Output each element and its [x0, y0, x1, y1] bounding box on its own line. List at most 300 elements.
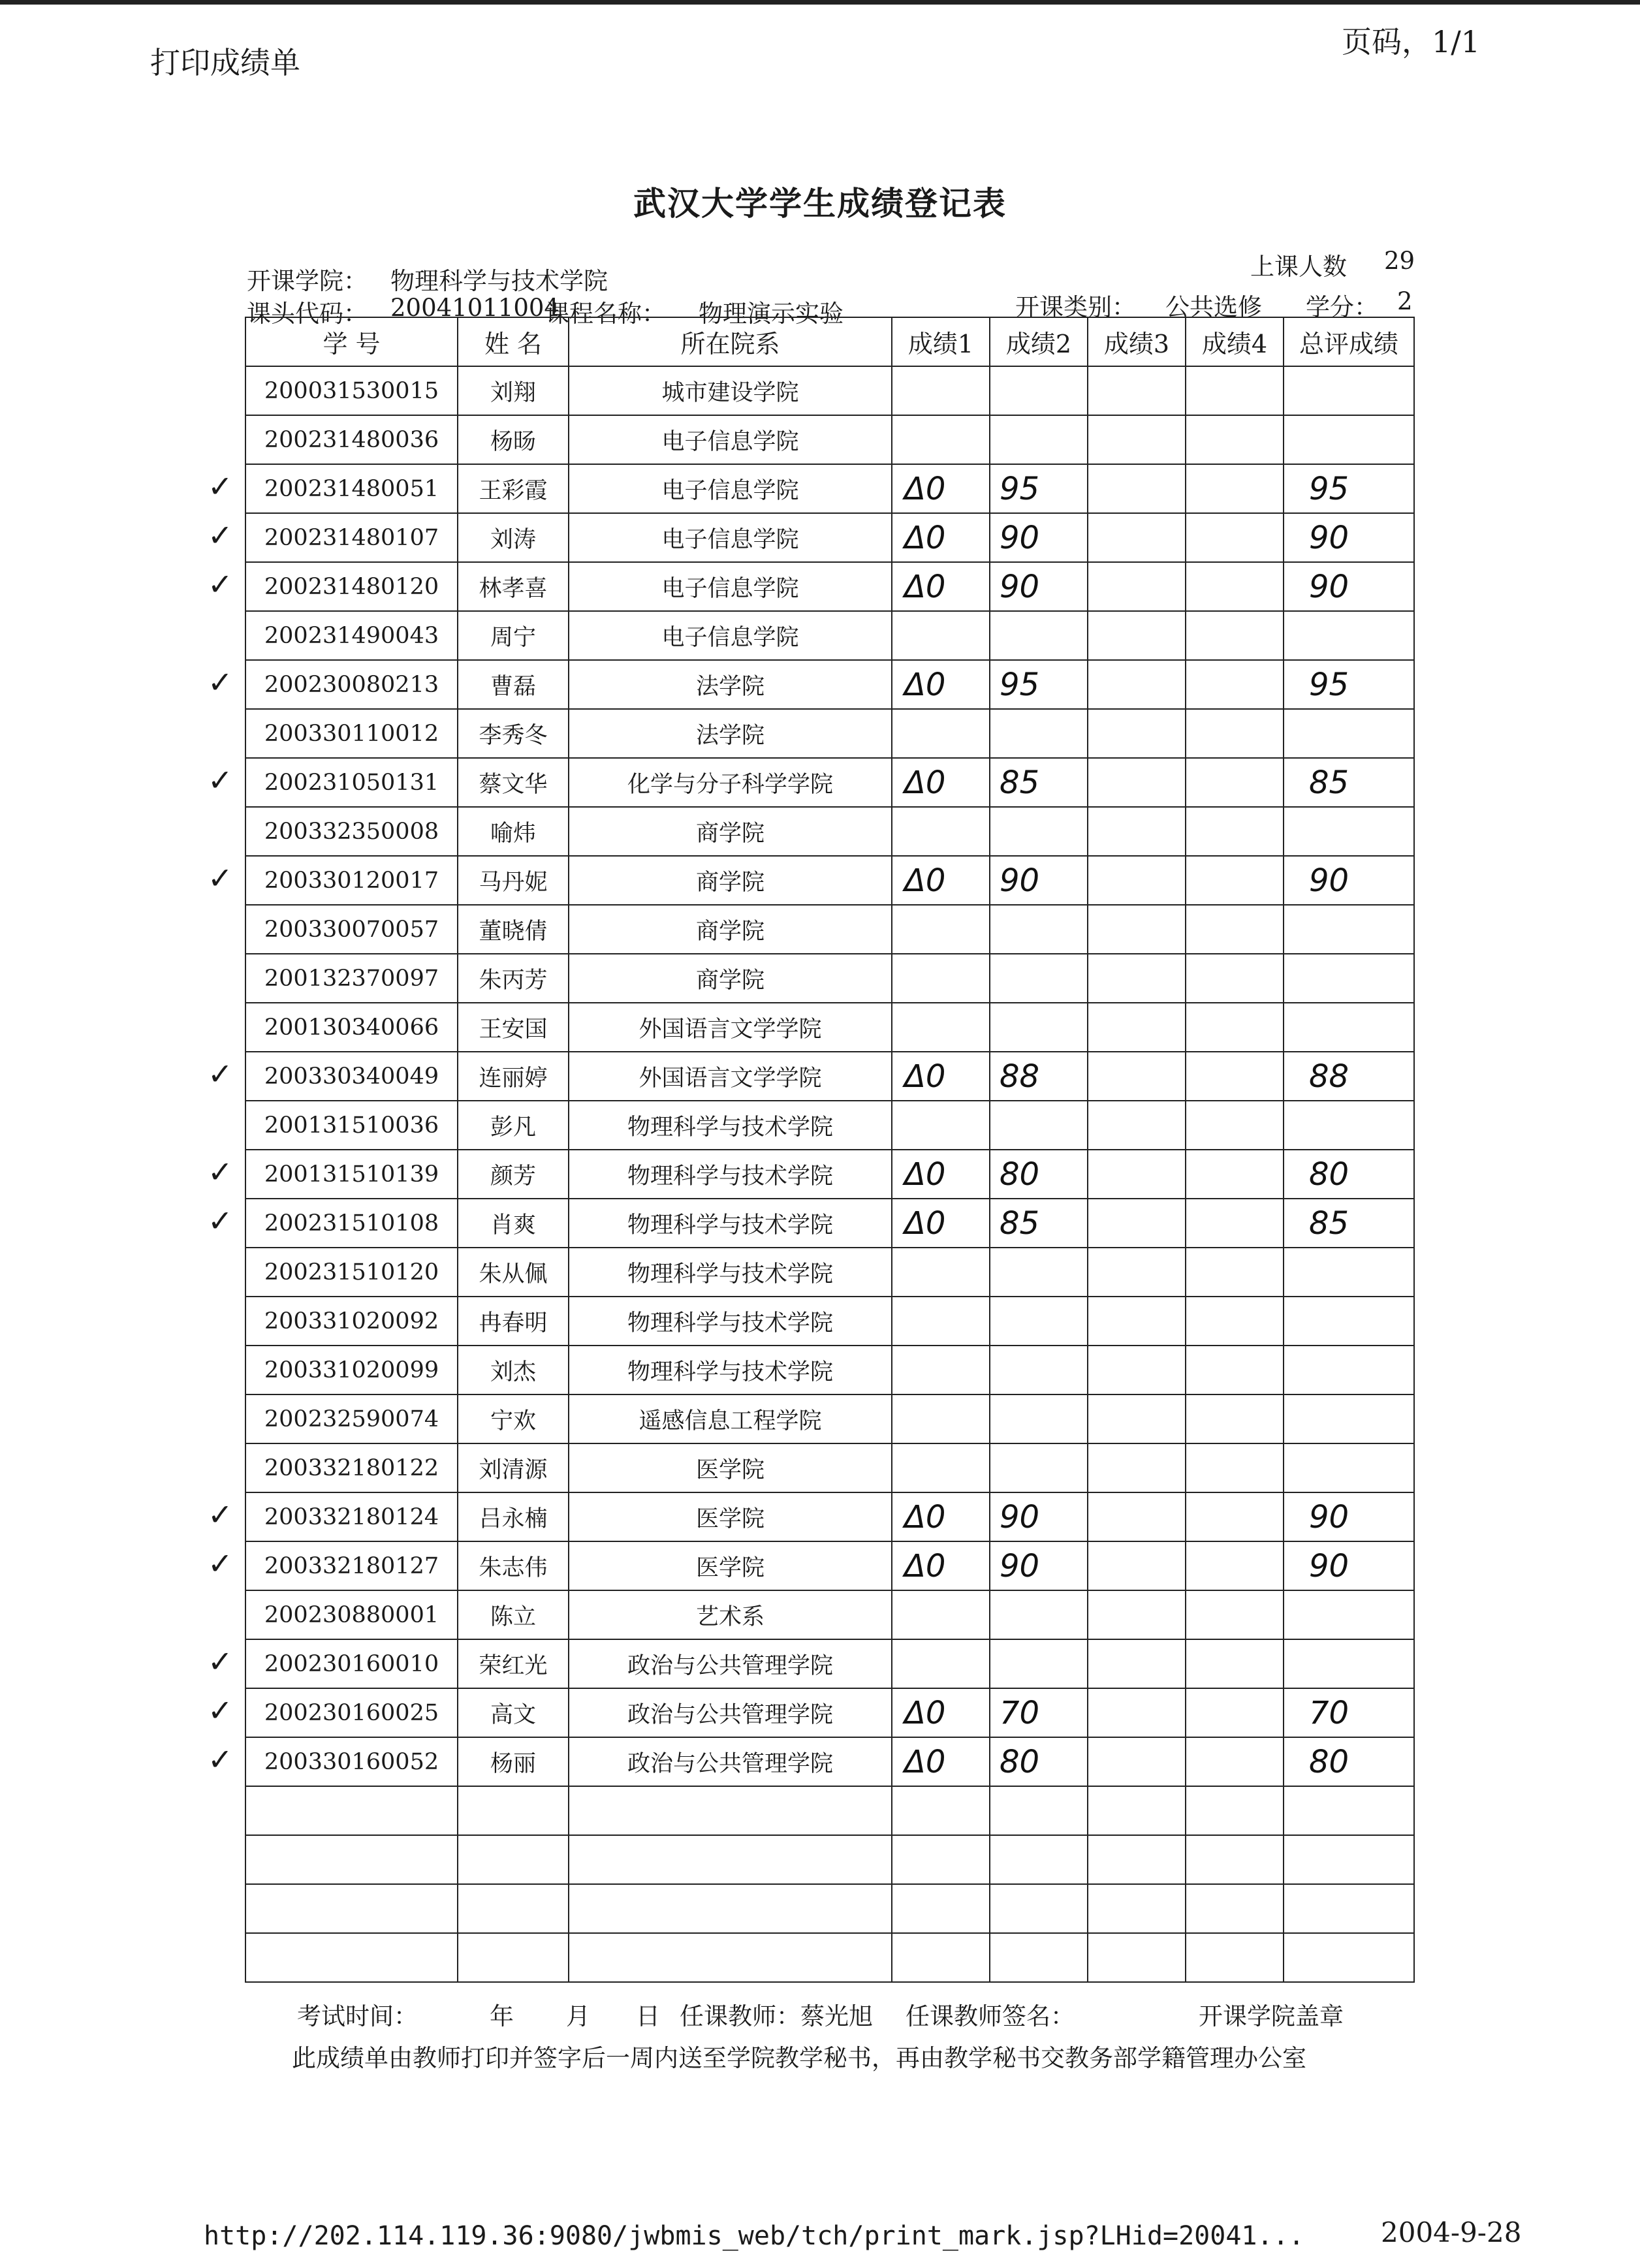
grade4-cell [1186, 415, 1284, 464]
student-name-cell: 周宁 [458, 611, 569, 660]
grade3-cell [1088, 464, 1186, 513]
empty-cell [458, 1884, 569, 1933]
grade2-cell: 90 [990, 513, 1088, 562]
student-id-cell: 200330110012 [245, 709, 458, 758]
student-name-cell: 马丹妮 [458, 856, 569, 905]
empty-cell [892, 1786, 990, 1835]
student-id-cell: 200330160052 [245, 1737, 458, 1786]
total-grade-cell: 85 [1284, 1199, 1414, 1248]
course-code-value: 20041011004 [390, 294, 560, 322]
student-id-cell: 200331020092 [245, 1297, 458, 1346]
grade4-cell [1186, 709, 1284, 758]
grade3-cell [1088, 856, 1186, 905]
grade3-cell [1088, 562, 1186, 611]
empty-cell [569, 1835, 892, 1884]
department-cell: 电子信息学院 [569, 513, 892, 562]
table-row [245, 758, 1414, 807]
student-name-cell: 宁欢 [458, 1394, 569, 1443]
student-id-cell: 200231050131 [245, 758, 458, 807]
total-grade-cell [1284, 1248, 1414, 1297]
student-id-cell: 200330120017 [245, 856, 458, 905]
department-cell: 医学院 [569, 1541, 892, 1590]
total-grade-cell [1284, 905, 1414, 954]
grade2-cell [990, 1590, 1088, 1639]
table-row [245, 1150, 1414, 1199]
student-name-cell: 冉春明 [458, 1297, 569, 1346]
grade1-cell: Δ0 [892, 1052, 990, 1101]
department-cell: 物理科学与技术学院 [569, 1346, 892, 1394]
column-header: 成绩1 [892, 317, 990, 366]
grade1-cell: Δ0 [892, 464, 990, 513]
checkmark-icon: ✓ [208, 763, 233, 798]
student-name-cell: 曹磊 [458, 660, 569, 709]
grade1-cell [892, 1003, 990, 1052]
grade3-cell [1088, 1688, 1186, 1737]
table-row [245, 1199, 1414, 1248]
total-grade-cell [1284, 366, 1414, 415]
student-name-cell: 刘杰 [458, 1346, 569, 1394]
empty-row [245, 1786, 1414, 1835]
grade2-cell [990, 415, 1088, 464]
empty-cell [1284, 1786, 1414, 1835]
grade4-cell [1186, 513, 1284, 562]
grade2-cell: 70 [990, 1688, 1088, 1737]
grade4-cell [1186, 1248, 1284, 1297]
grade4-cell [1186, 660, 1284, 709]
department-cell: 电子信息学院 [569, 415, 892, 464]
total-grade-cell [1284, 1101, 1414, 1150]
grade3-cell [1088, 415, 1186, 464]
student-id-cell: 200230080213 [245, 660, 458, 709]
grade3-cell [1088, 366, 1186, 415]
student-id-cell: 200132370097 [245, 954, 458, 1003]
grade1-cell [892, 1639, 990, 1688]
student-id-cell: 200332180122 [245, 1443, 458, 1492]
grade4-cell [1186, 1394, 1284, 1443]
student-id-cell: 200332350008 [245, 807, 458, 856]
department-cell: 政治与公共管理学院 [569, 1639, 892, 1688]
grade2-cell: 85 [990, 1199, 1088, 1248]
empty-cell [892, 1933, 990, 1982]
grade1-cell [892, 366, 990, 415]
table-row [245, 1541, 1414, 1590]
empty-cell [892, 1884, 990, 1933]
course-type-value: 公共选修 [1165, 293, 1262, 321]
grade3-cell [1088, 1297, 1186, 1346]
empty-cell [990, 1933, 1088, 1982]
grade2-cell: 80 [990, 1150, 1088, 1199]
table-row [245, 660, 1414, 709]
teacher-name: 蔡光旭 [800, 2002, 873, 2030]
student-id-cell: 200231480036 [245, 415, 458, 464]
grade2-cell: 90 [990, 856, 1088, 905]
grade2-cell [990, 1394, 1088, 1443]
total-grade-cell [1284, 954, 1414, 1003]
column-header: 姓 名 [458, 317, 569, 366]
department-cell: 政治与公共管理学院 [569, 1688, 892, 1737]
grades-table [245, 317, 1415, 1983]
student-id-cell: 200331020099 [245, 1346, 458, 1394]
credit-value: 2 [1397, 287, 1413, 315]
grade1-cell [892, 905, 990, 954]
grade3-cell [1088, 1199, 1186, 1248]
grade3-cell [1088, 1590, 1186, 1639]
grade3-cell [1088, 611, 1186, 660]
grade2-cell: 90 [990, 562, 1088, 611]
grade4-cell [1186, 1052, 1284, 1101]
empty-cell [1186, 1933, 1284, 1982]
checkmark-icon: ✓ [208, 1056, 233, 1092]
checkmark-icon: ✓ [208, 860, 233, 896]
grade4-cell [1186, 611, 1284, 660]
grade2-cell: 88 [990, 1052, 1088, 1101]
course-name-value: 物理演示实验 [699, 300, 844, 328]
student-name-cell: 高文 [458, 1688, 569, 1737]
grade1-cell [892, 1443, 990, 1492]
student-id-cell: 200230880001 [245, 1590, 458, 1639]
department-cell: 化学与分子科学学院 [569, 758, 892, 807]
grade4-cell [1186, 1688, 1284, 1737]
table-row [245, 709, 1414, 758]
department-cell: 物理科学与技术学院 [569, 1297, 892, 1346]
department-cell: 医学院 [569, 1443, 892, 1492]
total-grade-cell [1284, 611, 1414, 660]
grade2-cell [990, 1346, 1088, 1394]
empty-cell [990, 1786, 1088, 1835]
student-id-cell: 200131510139 [245, 1150, 458, 1199]
credit-label: 学分： [1306, 293, 1378, 321]
grade2-cell [990, 1297, 1088, 1346]
empty-cell [245, 1786, 458, 1835]
table-row [245, 1052, 1414, 1101]
student-id-cell: 200332180124 [245, 1492, 458, 1541]
department-cell: 医学院 [569, 1492, 892, 1541]
student-id-cell: 200230160010 [245, 1639, 458, 1688]
month-label: 月 [566, 2002, 590, 2030]
table-row [245, 1737, 1414, 1786]
grade3-cell [1088, 954, 1186, 1003]
total-grade-cell: 88 [1284, 1052, 1414, 1101]
grade3-cell [1088, 1541, 1186, 1590]
department-cell: 商学院 [569, 856, 892, 905]
grade3-cell [1088, 905, 1186, 954]
department-cell: 物理科学与技术学院 [569, 1150, 892, 1199]
empty-row [245, 1884, 1414, 1933]
grade2-cell [990, 1003, 1088, 1052]
grade4-cell [1186, 1737, 1284, 1786]
college-seal-label: 开课学院盖章 [1199, 2002, 1344, 2030]
grade4-cell [1186, 905, 1284, 954]
department-cell: 艺术系 [569, 1590, 892, 1639]
grade4-cell [1186, 1541, 1284, 1590]
grade3-cell [1088, 660, 1186, 709]
table-body [245, 366, 1414, 1982]
table-row [245, 1443, 1414, 1492]
grade1-cell: Δ0 [892, 1688, 990, 1737]
empty-cell [990, 1884, 1088, 1933]
department-cell: 商学院 [569, 905, 892, 954]
student-name-cell: 颜芳 [458, 1150, 569, 1199]
grade1-cell [892, 1394, 990, 1443]
grade1-cell [892, 709, 990, 758]
checkmark-icon: ✓ [208, 1546, 233, 1581]
page-number: 页码，1/1 [1342, 24, 1481, 59]
page-url: http://202.114.119.36:9080/jwbmis_web/tch/print_mark.jsp?LHid=20041... [204, 2221, 1304, 2251]
total-grade-cell: 80 [1284, 1150, 1414, 1199]
table-row [245, 1248, 1414, 1297]
grade2-cell [990, 954, 1088, 1003]
table-row [245, 464, 1414, 513]
grade4-cell [1186, 856, 1284, 905]
college-value: 物理科学与技术学院 [390, 267, 608, 295]
table-row [245, 1492, 1414, 1541]
student-name-cell: 朱从佩 [458, 1248, 569, 1297]
table-row [245, 807, 1414, 856]
checkmark-icon: ✓ [208, 567, 233, 602]
empty-cell [245, 1933, 458, 1982]
grade4-cell [1186, 758, 1284, 807]
student-name-cell: 荣红光 [458, 1639, 569, 1688]
total-grade-cell [1284, 1443, 1414, 1492]
table-row [245, 1590, 1414, 1639]
total-grade-cell [1284, 1346, 1414, 1394]
top-border-line [0, 0, 1640, 5]
department-cell: 商学院 [569, 807, 892, 856]
total-grade-cell [1284, 1003, 1414, 1052]
student-name-cell: 刘清源 [458, 1443, 569, 1492]
empty-row [245, 1835, 1414, 1884]
exam-time-label: 考试时间： [297, 2002, 418, 2030]
grade4-cell [1186, 807, 1284, 856]
column-header: 学 号 [245, 317, 458, 366]
grade2-cell: 95 [990, 660, 1088, 709]
empty-cell [1088, 1835, 1186, 1884]
grade2-cell [990, 1443, 1088, 1492]
student-name-cell: 王彩霞 [458, 464, 569, 513]
grade1-cell: Δ0 [892, 562, 990, 611]
table-row [245, 415, 1414, 464]
empty-cell [569, 1884, 892, 1933]
grade2-cell [990, 1248, 1088, 1297]
grade4-cell [1186, 1492, 1284, 1541]
total-grade-cell [1284, 1639, 1414, 1688]
student-name-cell: 朱志伟 [458, 1541, 569, 1590]
table-row [245, 1101, 1414, 1150]
grade1-cell [892, 415, 990, 464]
grade3-cell [1088, 513, 1186, 562]
day-label: 日 [636, 2002, 660, 2030]
teacher-signature-label: 任课教师签名： [906, 2002, 1075, 2030]
student-id-cell: 200231480051 [245, 464, 458, 513]
department-cell: 政治与公共管理学院 [569, 1737, 892, 1786]
student-name-cell: 李秀冬 [458, 709, 569, 758]
grade4-cell [1186, 464, 1284, 513]
grade1-cell: Δ0 [892, 1541, 990, 1590]
grade1-cell: Δ0 [892, 856, 990, 905]
department-cell: 物理科学与技术学院 [569, 1248, 892, 1297]
empty-cell [569, 1933, 892, 1982]
column-header: 成绩3 [1088, 317, 1186, 366]
footer-line [297, 1996, 1344, 2032]
grade2-cell: 95 [990, 464, 1088, 513]
grade2-cell: 90 [990, 1492, 1088, 1541]
grade2-cell: 80 [990, 1737, 1088, 1786]
empty-cell [1284, 1884, 1414, 1933]
course-code-label: 课头代码： [247, 300, 368, 328]
column-header: 总评成绩 [1284, 317, 1414, 366]
empty-cell [1186, 1786, 1284, 1835]
table-row [245, 1003, 1414, 1052]
enrollment-value: 29 [1384, 247, 1415, 275]
grade3-cell [1088, 1737, 1186, 1786]
total-grade-cell: 80 [1284, 1737, 1414, 1786]
grade2-cell [990, 709, 1088, 758]
footer-note: 此成绩单由教师打印并签字后一周内送至学院教学秘书，再由教学秘书交教务部学籍管理办公室 [292, 2044, 1306, 2072]
grade3-cell [1088, 709, 1186, 758]
grade3-cell [1088, 1346, 1186, 1394]
department-cell: 城市建设学院 [569, 366, 892, 415]
total-grade-cell: 90 [1284, 513, 1414, 562]
student-name-cell: 王安国 [458, 1003, 569, 1052]
empty-cell [1186, 1884, 1284, 1933]
table-row [245, 1394, 1414, 1443]
table-header-row [245, 317, 1414, 366]
student-name-cell: 喻炜 [458, 807, 569, 856]
grade3-cell [1088, 1101, 1186, 1150]
grade3-cell [1088, 1394, 1186, 1443]
student-name-cell: 杨旸 [458, 415, 569, 464]
grade3-cell [1088, 1492, 1186, 1541]
empty-cell [892, 1835, 990, 1884]
grade1-cell: Δ0 [892, 1737, 990, 1786]
grade2-cell [990, 611, 1088, 660]
total-grade-cell [1284, 1297, 1414, 1346]
grade2-cell [990, 807, 1088, 856]
total-grade-cell: 90 [1284, 856, 1414, 905]
department-cell: 法学院 [569, 709, 892, 758]
checkmark-icon: ✓ [208, 1203, 233, 1238]
college-label: 开课学院： [247, 267, 368, 295]
student-id-cell: 200231480107 [245, 513, 458, 562]
total-grade-cell [1284, 709, 1414, 758]
print-date: 2004-9-28 [1381, 2216, 1522, 2248]
table-row [245, 562, 1414, 611]
student-id-cell: 200232590074 [245, 1394, 458, 1443]
year-label: 年 [490, 2002, 514, 2030]
grade3-cell [1088, 1443, 1186, 1492]
department-cell: 电子信息学院 [569, 611, 892, 660]
print-label: 打印成绩单 [150, 45, 300, 80]
grade4-cell [1186, 1590, 1284, 1639]
table-row [245, 905, 1414, 954]
student-id-cell: 200330070057 [245, 905, 458, 954]
total-grade-cell [1284, 807, 1414, 856]
total-grade-cell: 90 [1284, 562, 1414, 611]
grade1-cell [892, 954, 990, 1003]
checkmark-icon: ✓ [208, 1497, 233, 1532]
grade1-cell: Δ0 [892, 1150, 990, 1199]
table-row [245, 611, 1414, 660]
student-id-cell: 200231510120 [245, 1248, 458, 1297]
department-cell: 物理科学与技术学院 [569, 1199, 892, 1248]
student-id-cell: 200231510108 [245, 1199, 458, 1248]
table-row [245, 954, 1414, 1003]
grade2-cell [990, 366, 1088, 415]
enrollment-label: 上课人数 [1250, 253, 1347, 281]
grade3-cell [1088, 1052, 1186, 1101]
checkmark-icon: ✓ [208, 1154, 233, 1189]
grade1-cell [892, 807, 990, 856]
department-cell: 外国语言文学学院 [569, 1003, 892, 1052]
total-grade-cell [1284, 415, 1414, 464]
course-type-label: 开课类别： [1015, 293, 1136, 321]
student-name-cell: 杨丽 [458, 1737, 569, 1786]
page-title: 武汉大学学生成绩登记表 [633, 184, 1007, 223]
teacher-label: 任课教师： [680, 2002, 800, 2030]
department-cell: 外国语言文学学院 [569, 1052, 892, 1101]
grade1-cell: Δ0 [892, 513, 990, 562]
grade3-cell [1088, 1248, 1186, 1297]
table-row [245, 1688, 1414, 1737]
empty-cell [1088, 1933, 1186, 1982]
table-row [245, 513, 1414, 562]
grade1-cell [892, 1297, 990, 1346]
student-name-cell: 彭凡 [458, 1101, 569, 1150]
department-cell: 法学院 [569, 660, 892, 709]
student-id-cell: 200131510036 [245, 1101, 458, 1150]
department-cell: 电子信息学院 [569, 464, 892, 513]
student-name-cell: 林孝喜 [458, 562, 569, 611]
grade4-cell [1186, 954, 1284, 1003]
total-grade-cell: 70 [1284, 1688, 1414, 1737]
grade4-cell [1186, 1199, 1284, 1248]
empty-cell [990, 1835, 1088, 1884]
department-cell: 商学院 [569, 954, 892, 1003]
student-name-cell: 董晓倩 [458, 905, 569, 954]
grade2-cell [990, 905, 1088, 954]
empty-row [245, 1933, 1414, 1982]
checkmark-icon: ✓ [208, 518, 233, 553]
student-id-cell: 200130340066 [245, 1003, 458, 1052]
grade4-cell [1186, 562, 1284, 611]
empty-cell [458, 1835, 569, 1884]
grade2-cell: 85 [990, 758, 1088, 807]
student-name-cell: 刘翔 [458, 366, 569, 415]
student-id-cell: 200031530015 [245, 366, 458, 415]
student-id-cell: 200330340049 [245, 1052, 458, 1101]
table-row [245, 366, 1414, 415]
grade3-cell [1088, 1150, 1186, 1199]
total-grade-cell [1284, 1590, 1414, 1639]
checkmark-icon: ✓ [208, 1644, 233, 1679]
total-grade-cell: 95 [1284, 464, 1414, 513]
student-id-cell: 200230160025 [245, 1688, 458, 1737]
student-name-cell: 肖爽 [458, 1199, 569, 1248]
student-id-cell: 200231480120 [245, 562, 458, 611]
department-cell: 电子信息学院 [569, 562, 892, 611]
student-id-cell: 200332180127 [245, 1541, 458, 1590]
grade3-cell [1088, 1639, 1186, 1688]
total-grade-cell: 90 [1284, 1541, 1414, 1590]
department-cell: 遥感信息工程学院 [569, 1394, 892, 1443]
total-grade-cell: 90 [1284, 1492, 1414, 1541]
course-name-label: 课程名称： [545, 300, 666, 328]
empty-cell [245, 1835, 458, 1884]
checkmark-icon: ✓ [208, 665, 233, 700]
column-header: 所在院系 [569, 317, 892, 366]
grade4-cell [1186, 1297, 1284, 1346]
student-name-cell: 吕永楠 [458, 1492, 569, 1541]
